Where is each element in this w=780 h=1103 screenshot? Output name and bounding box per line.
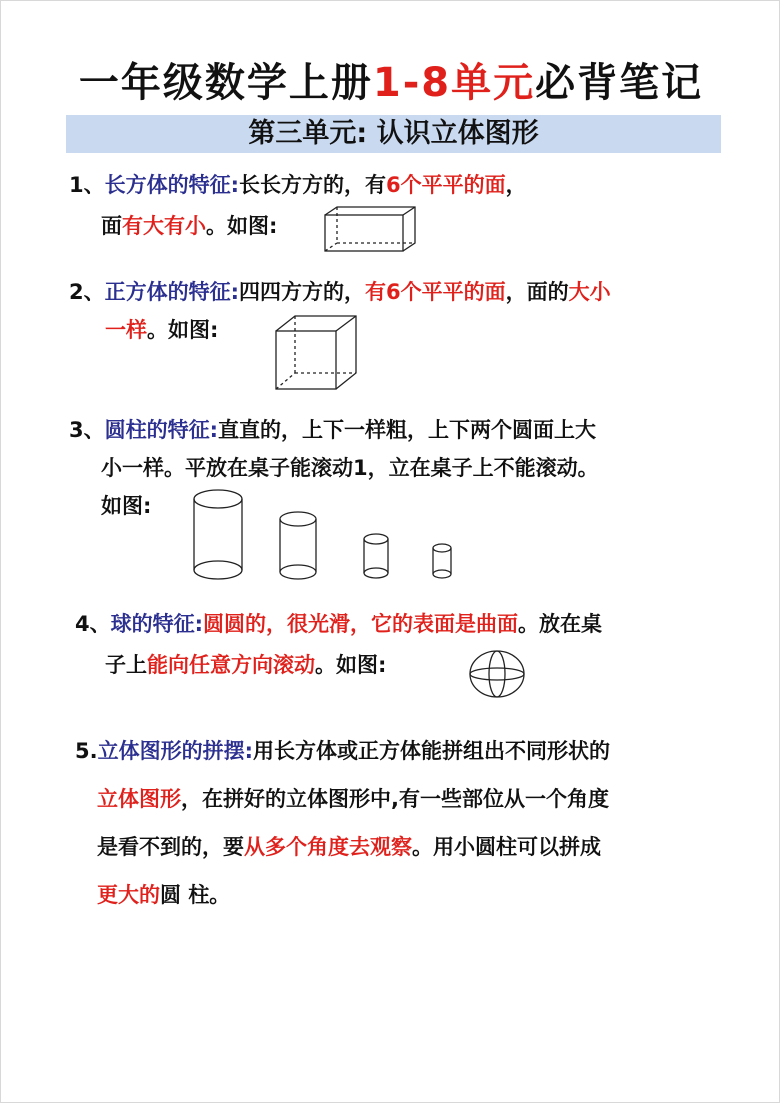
item-5-line-4 xyxy=(97,880,230,910)
item-1-text: ， xyxy=(505,173,527,197)
item-4-text: 子上 xyxy=(105,653,147,677)
item-1-highlight: 有大有小 xyxy=(122,214,206,238)
item-2-text: 四四方方的， xyxy=(239,280,366,304)
item-4-heading: 球的特征: xyxy=(110,612,204,636)
item-2-text: ，面的 xyxy=(505,280,569,304)
item-5-highlight: 立体图形 xyxy=(97,787,181,811)
item-2-number: 2、 xyxy=(69,280,105,304)
item-3-line-2 xyxy=(101,453,599,483)
item-3-line-1 xyxy=(69,415,596,445)
item-1-highlight: 6个平平的面 xyxy=(386,173,506,197)
item-1-heading: 长方体的特征: xyxy=(104,173,240,197)
item-2-text: 。如图: xyxy=(147,318,219,342)
item-5-number: 5. xyxy=(75,739,98,763)
item-4-highlight: 能向任意方向滚动 xyxy=(147,653,315,677)
item-3-text: 直直的，上下一样粗，上下两个圆面上大 xyxy=(218,418,597,442)
item-3-line-3 xyxy=(101,491,151,521)
item-4-highlight: 圆圆的，很光滑，它的表面是曲面 xyxy=(203,612,519,636)
item-5-text: ，在拼好的立体图形中,有一些部位从一个角度 xyxy=(181,787,609,811)
item-1-text: 。如图: xyxy=(206,214,278,238)
item-3-text: 如图: xyxy=(101,494,152,518)
item-5-text: 圆 柱。 xyxy=(160,883,231,907)
item-4-number: 4、 xyxy=(75,612,111,636)
title-part-3: 必背笔记 xyxy=(535,60,704,106)
item-2-heading: 正方体的特征: xyxy=(104,280,240,304)
item-1-text: 长长方方的，有 xyxy=(239,173,387,197)
item-2-line-2 xyxy=(105,315,218,345)
cylinders-figure xyxy=(191,485,461,585)
unit-heading: 第三单元: 认识立体图形 xyxy=(66,115,721,153)
item-2-highlight: 有6个平平的面 xyxy=(365,280,506,304)
item-5-heading: 立体图形的拼摆: xyxy=(97,739,253,763)
item-5-line-1 xyxy=(75,736,610,766)
item-3-number: 3、 xyxy=(69,418,105,442)
cube-figure xyxy=(273,313,363,393)
item-5-text: 是看不到的，要 xyxy=(97,835,244,859)
item-4-line-2 xyxy=(105,650,386,680)
item-3-text: 小一样。平放在桌子能滚动1，立在桌子上不能滚动。 xyxy=(101,456,599,480)
sphere-figure xyxy=(467,649,527,699)
item-4-text: 。如图: xyxy=(315,653,387,677)
item-5-line-2 xyxy=(97,784,609,814)
item-2-highlight: 大小 xyxy=(568,280,611,304)
item-4-text: 。放在桌 xyxy=(518,612,603,636)
item-1-text: 面 xyxy=(101,214,122,238)
item-5-text: 。用小圆柱可以拼成 xyxy=(412,835,601,859)
item-1-line-2 xyxy=(101,211,277,241)
item-2-highlight: 一样 xyxy=(105,318,147,342)
cuboid-figure xyxy=(321,203,421,255)
item-5-line-3 xyxy=(97,832,601,862)
item-3-heading: 圆柱的特征: xyxy=(104,418,219,442)
item-5-highlight: 更大的 xyxy=(97,883,160,907)
item-5-highlight: 从多个角度去观察 xyxy=(244,835,412,859)
page-title xyxy=(1,51,780,108)
title-part-2: 1-8单元 xyxy=(372,60,536,106)
item-4-line-1 xyxy=(75,609,602,639)
item-5-text: 用长方体或正方体能拼组出不同形状的 xyxy=(253,739,610,763)
item-1-number: 1、 xyxy=(69,173,105,197)
item-2-line-1 xyxy=(69,277,611,307)
item-1-line-1 xyxy=(69,170,527,200)
title-part-1: 一年级数学上册 xyxy=(78,60,373,106)
